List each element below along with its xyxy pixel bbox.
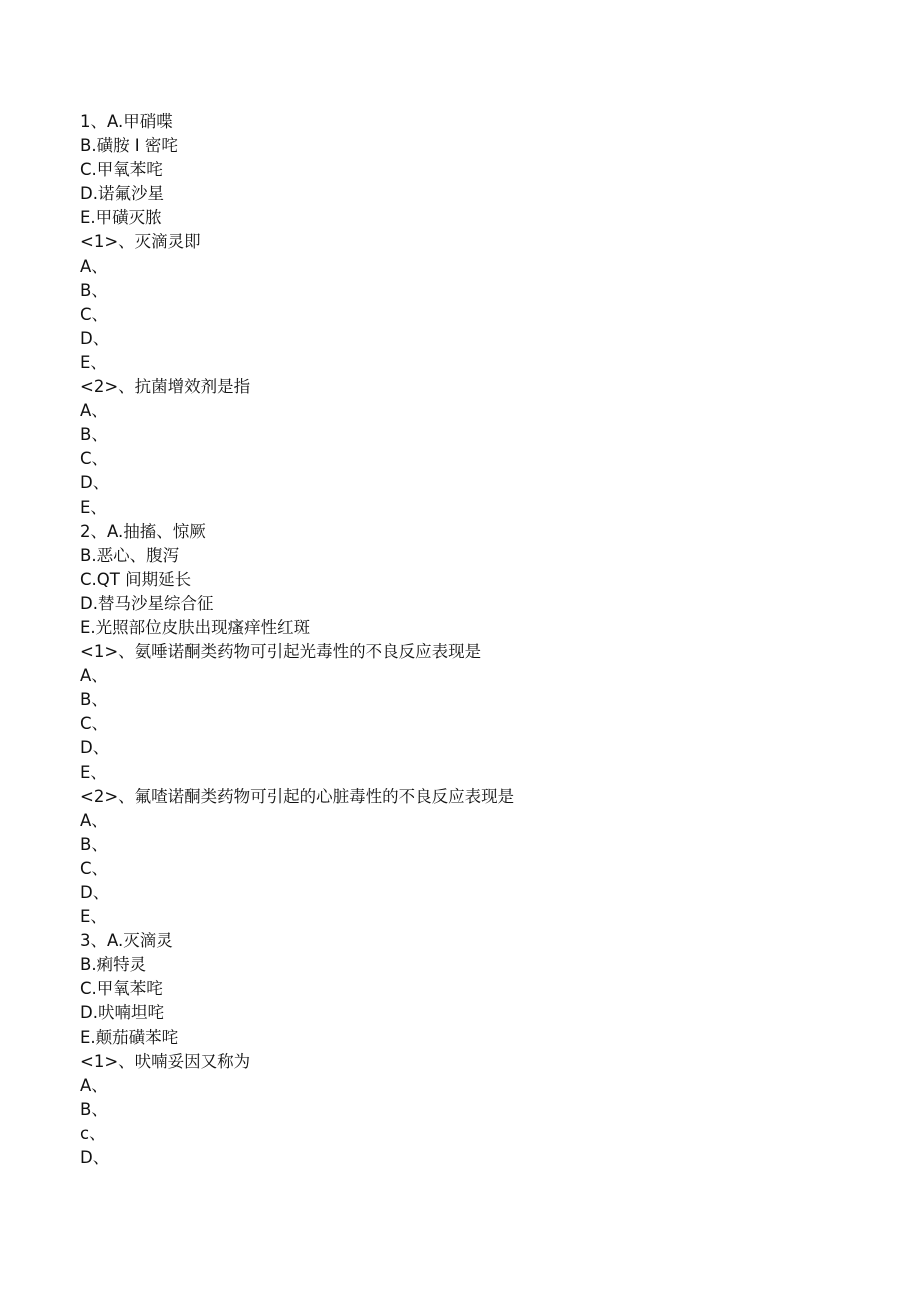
text-line: E、 xyxy=(80,352,107,372)
text-line: D.诺氟沙星 xyxy=(80,184,164,204)
text-line: B、 xyxy=(80,1099,108,1119)
text-line: C、 xyxy=(80,449,109,469)
text-line: D.替马沙星综合征 xyxy=(80,593,214,613)
text-line: E、 xyxy=(80,907,107,927)
text-line: D、 xyxy=(80,328,110,348)
text-line: B、 xyxy=(80,280,108,300)
text-line: 1、A.甲硝喋 xyxy=(80,112,173,131)
text-line: <2>、氟喳诺酮类药物可引起的心脏毒性的不良反应表现是 xyxy=(80,786,515,806)
text-line: C.甲氧苯咤 xyxy=(80,160,163,180)
text-line: 3、A.灭滴灵 xyxy=(80,931,173,951)
text-line: C.QT 间期延长 xyxy=(80,569,192,589)
text-line: A、 xyxy=(80,810,108,830)
text-line: C、 xyxy=(80,304,109,324)
document-body xyxy=(80,110,860,1170)
text-line: c、 xyxy=(80,1123,106,1143)
text-line: 2、A.抽搐、惊厥 xyxy=(80,521,206,541)
text-line: A、 xyxy=(80,401,108,421)
text-line: <1>、氨唾诺酮类药物可引起光毒性的不良反应表现是 xyxy=(80,642,482,662)
text-line: D.吠喃坦咤 xyxy=(80,1003,164,1023)
text-line: B.恶心、腹泻 xyxy=(80,545,180,565)
text-line: C.甲氧苯咤 xyxy=(80,979,163,999)
text-line: B.磺胺 I 密咤 xyxy=(80,136,178,156)
text-line: C、 xyxy=(80,714,109,734)
text-line: D、 xyxy=(80,738,110,758)
text-line: A、 xyxy=(80,1075,108,1095)
text-line: E.光照部位皮肤出现瘙痒性红斑 xyxy=(80,617,311,637)
text-line: D、 xyxy=(80,883,110,902)
text-line: E.颠茄磺苯咤 xyxy=(80,1027,179,1047)
text-line: <1>、吠喃妥因又称为 xyxy=(80,1051,251,1071)
text-line: E.甲磺灭脓 xyxy=(80,208,162,228)
text-line: D、 xyxy=(80,473,110,493)
text-line: <1>、灭滴灵即 xyxy=(80,232,201,252)
text-line: B、 xyxy=(80,425,108,445)
text-line: <2>、抗菌增效剂是指 xyxy=(80,377,251,397)
text-line: C、 xyxy=(80,858,109,878)
text-line: B、 xyxy=(80,690,108,710)
text-line: A、 xyxy=(80,256,108,276)
text-line: D、 xyxy=(80,1148,110,1168)
text-line: A、 xyxy=(80,666,108,686)
text-line: E、 xyxy=(80,762,107,782)
text-line: E、 xyxy=(80,497,107,517)
text-line: B、 xyxy=(80,834,108,854)
text-line: B.痢特灵 xyxy=(80,955,147,975)
